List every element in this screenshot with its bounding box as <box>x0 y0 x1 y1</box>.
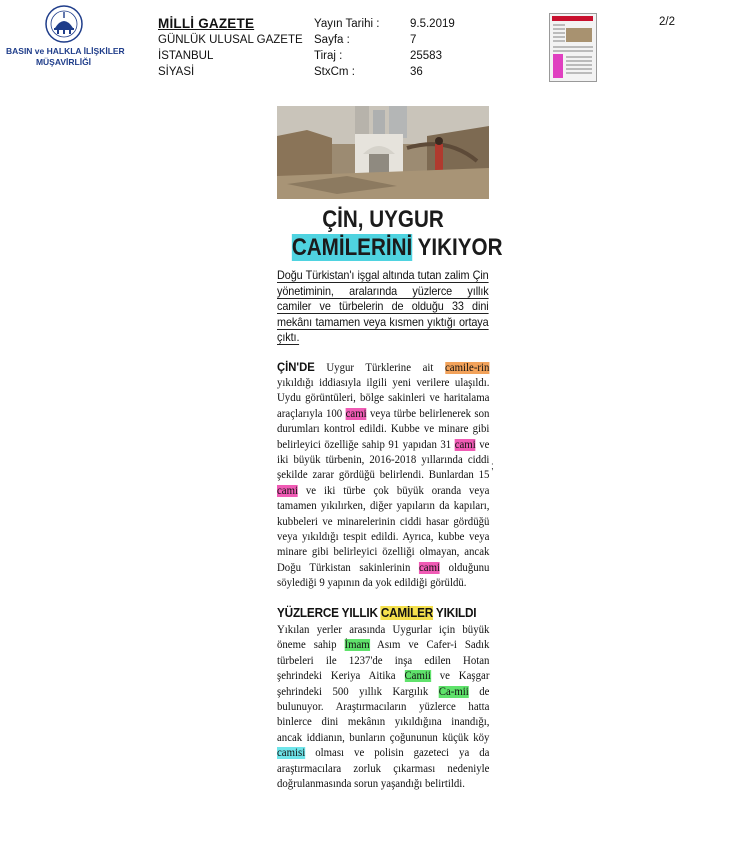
headline-highlight: CAMİLERİNİ <box>291 234 413 261</box>
headline-line2 <box>291 234 503 262</box>
meta-values <box>410 16 455 80</box>
article-lead <box>277 268 489 346</box>
dome-logo-icon <box>44 4 84 44</box>
value-stxcm: 36 <box>410 66 423 78</box>
p1-text-4: ve iki büyük türbenin, 2016-2018 yıllarında ciddi şekilde zarar gördüğü belirlendi. Bunlardan 15 <box>277 438 490 482</box>
value-page: 7 <box>410 34 417 46</box>
article-headline <box>291 206 503 262</box>
value-circulation: 25583 <box>410 50 442 62</box>
p1-text-2: yıkıldığı iddiasıyla ilgili yeni verilere ulaşıldı. Uydu görüntüleri, bölge sakinleri ve haritalama araçlarıyla 100 <box>277 376 490 420</box>
meta-labels <box>314 16 379 80</box>
article-body <box>277 360 489 793</box>
value-date: 9.5.2019 <box>410 18 455 30</box>
margin-mark: ; <box>491 461 494 472</box>
keyword-highlight: İmam <box>344 639 370 652</box>
newspaper-city: İSTANBUL <box>158 50 214 62</box>
subhead-text-1: YÜZLERCE YILLIK <box>277 605 381 620</box>
ruins-photo <box>277 106 489 199</box>
keyword-highlight: cami <box>419 561 441 574</box>
p1-text-3: veya türbe belirlenerek son durumları kontrol edildi. Kubbe ve minare gibi belirleyici özelliğe sahip 91 yapıdan 31 <box>277 407 490 451</box>
lead-text: Doğu Türkistan'ı işgal altında tutan zalim Çin yönetiminin, aralarında yüzlerce yıllık camiler ve türbelerin de olduğu 33 dini mekânı tamamen veya kısmen yıktığı ortaya çıktı. <box>277 268 489 344</box>
subhead-highlight: CAMİLER <box>380 605 434 620</box>
keyword-highlight: camile-rin <box>445 361 490 374</box>
keyword-highlight: cami <box>454 438 476 451</box>
headline-rest: YIKIYOR <box>412 234 503 261</box>
label-page: Sayfa : <box>314 34 350 46</box>
article-clipping <box>277 106 503 792</box>
label-date: Yayın Tarihi : <box>314 18 380 30</box>
page-indicator: 2/2 <box>659 16 675 28</box>
p2-text-4: de bulunuyor. Araştırmacıların yüzlerce hatta binlerce dini mekânın yıkıldığına inandığı, ancak iddianın, bunların çoğununun küçük köy <box>277 685 490 744</box>
p1-text-6: olduğunu söylediği 9 yapının da yok edildiği görüldü. <box>277 561 490 590</box>
p2-text-1: Yıkılan yerler arasında Uygurlar için büyük öneme sahip <box>277 624 490 652</box>
p1-text-1: Uygur Türklerine ait <box>314 361 446 374</box>
newspaper-type: GÜNLÜK ULUSAL GAZETE <box>158 34 303 46</box>
dateline: ÇİN'DE <box>277 359 315 374</box>
agency-logo <box>6 4 125 67</box>
paragraph-2 <box>277 623 489 792</box>
newspaper-category: SİYASİ <box>158 66 195 78</box>
agency-name-line2: MÜŞAVİRLİĞİ <box>35 57 92 67</box>
subhead-text-2: YIKILDI <box>433 605 477 620</box>
keyword-highlight: Camii <box>404 670 431 683</box>
meta-left <box>158 16 303 80</box>
keyword-highlight: Ca-mii <box>438 685 469 698</box>
p1-text-5: ve iki türbe çok büyük oranda veya tamamen yıkılırken, diğer yapıların da kapıları, kubbeleri ve minarelerinin ciddi hasar gördüğü veya yıkıldığı tespit edildi. Ayrıca, kubbe veya minare gibi belirleyici özelliği olmayan, ancak Doğu Türkistan sakinlerinin <box>277 484 490 574</box>
keyword-highlight: cami <box>345 407 367 420</box>
p2-text-2: Asım ve Cafer-i Sadık türbeleri ile 1237'de inşa edilen Hotan şehrindeki Keriya Aitika <box>277 639 490 683</box>
label-stxcm: StxCm : <box>314 66 355 78</box>
keyword-highlight: cami <box>277 484 299 497</box>
p2-text-3: ve Kaşgar şehrindeki 500 yıllık Kargılık <box>277 670 490 698</box>
newspaper-name: MİLLİ GAZETE <box>158 16 255 31</box>
article-subhead <box>277 606 489 621</box>
keyword-highlight: camisi <box>277 747 306 760</box>
headline-line1: ÇİN, UYGUR <box>322 206 444 233</box>
paragraph-1 <box>277 360 489 592</box>
label-circulation: Tiraj : <box>314 50 343 62</box>
page-thumbnail[interactable] <box>549 13 597 82</box>
agency-name-line1: BASIN ve HALKLA İLİŞKİLER <box>6 46 125 56</box>
p2-text-5: olması ve polisin gazeteci ya da araştırmacılara zorluk çıkarması nedeniyle doğrulanmasında sorun yaşandığı belirtildi. <box>277 747 490 791</box>
